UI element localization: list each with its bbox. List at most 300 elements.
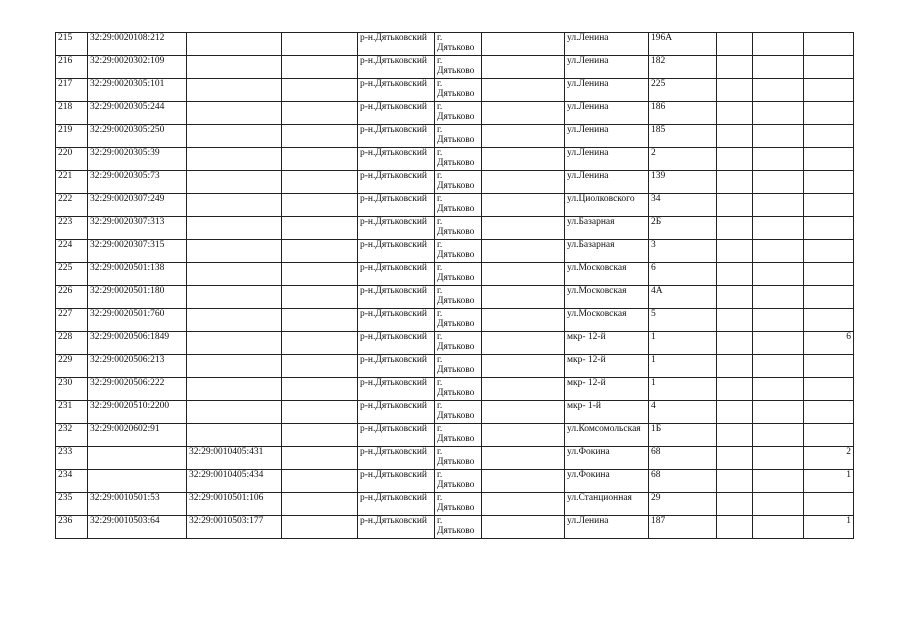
street-cell: ул.Ленина (565, 148, 649, 171)
city-cell (435, 148, 482, 171)
empty-cell (753, 424, 804, 447)
district-cell: р-н.Дятьковский (358, 194, 435, 217)
city-name: г. Дятьково (437, 355, 475, 375)
street-cell: мкр- 12-й (565, 355, 649, 378)
city-name: г. Дятьково (437, 171, 475, 191)
table-row (56, 401, 854, 424)
house-number-cell: 2 (649, 148, 717, 171)
city-cell (435, 171, 482, 194)
row-number-cell: 231 (56, 401, 88, 424)
linked-cadastral-number-cell (187, 171, 282, 194)
cadastral-number-cell: 32:29:0020305:73 (88, 171, 187, 194)
street-cell: ул.Базарная (565, 240, 649, 263)
empty-cell (753, 217, 804, 240)
table-row (56, 516, 854, 539)
house-number-cell: 5 (649, 309, 717, 332)
count-cell (804, 355, 854, 378)
street-cell: ул.Московская (565, 309, 649, 332)
house-number-cell: 4 (649, 401, 717, 424)
row-number-cell: 234 (56, 470, 88, 493)
empty-cell (753, 286, 804, 309)
city-cell (435, 79, 482, 102)
empty-cell (482, 240, 565, 263)
street-cell: ул.Ленина (565, 102, 649, 125)
linked-cadastral-number-cell (187, 355, 282, 378)
count-cell: 1 (804, 470, 854, 493)
address-registry-table (55, 32, 854, 539)
row-number-cell: 219 (56, 125, 88, 148)
district-cell: р-н.Дятьковский (358, 332, 435, 355)
count-cell (804, 79, 854, 102)
city-name: г. Дятьково (437, 286, 475, 306)
street-cell: ул.Ленина (565, 171, 649, 194)
district-cell: р-н.Дятьковский (358, 125, 435, 148)
house-number-cell: 1Б (649, 424, 717, 447)
empty-cell (753, 401, 804, 424)
empty-cell (753, 56, 804, 79)
district-cell: р-н.Дятьковский (358, 470, 435, 493)
district-cell: р-н.Дятьковский (358, 148, 435, 171)
empty-cell (753, 493, 804, 516)
house-number-cell: 185 (649, 125, 717, 148)
empty-cell (282, 240, 358, 263)
table-body (56, 33, 854, 539)
empty-cell (482, 401, 565, 424)
empty-cell (282, 194, 358, 217)
table-row (56, 79, 854, 102)
empty-cell (753, 79, 804, 102)
empty-cell (482, 171, 565, 194)
linked-cadastral-number-cell (187, 286, 282, 309)
row-number-cell: 236 (56, 516, 88, 539)
city-cell (435, 125, 482, 148)
house-number-cell: 1 (649, 332, 717, 355)
city-cell (435, 102, 482, 125)
street-cell: ул.Фокина (565, 470, 649, 493)
count-cell (804, 33, 854, 56)
count-cell (804, 102, 854, 125)
empty-cell (282, 148, 358, 171)
district-cell: р-н.Дятьковский (358, 171, 435, 194)
cadastral-number-cell: 32:29:0020501:760 (88, 309, 187, 332)
city-cell (435, 516, 482, 539)
linked-cadastral-number-cell (187, 309, 282, 332)
house-number-cell: 187 (649, 516, 717, 539)
house-number-cell: 2Б (649, 217, 717, 240)
empty-cell (717, 424, 753, 447)
linked-cadastral-number-cell (187, 240, 282, 263)
empty-cell (717, 148, 753, 171)
empty-cell (482, 102, 565, 125)
city-name: г. Дятьково (437, 378, 475, 398)
table-row (56, 217, 854, 240)
empty-cell (753, 378, 804, 401)
table-row (56, 447, 854, 470)
empty-cell (482, 332, 565, 355)
cadastral-number-cell: 32:29:0020501:138 (88, 263, 187, 286)
cadastral-number-cell: 32:29:0020302:109 (88, 56, 187, 79)
cadastral-number-cell: 32:29:0020305:250 (88, 125, 187, 148)
street-cell: ул.Ленина (565, 79, 649, 102)
empty-cell (717, 309, 753, 332)
empty-cell (282, 309, 358, 332)
cadastral-number-cell: 32:29:0020506:222 (88, 378, 187, 401)
row-number-cell: 217 (56, 79, 88, 102)
empty-cell (482, 79, 565, 102)
empty-cell (717, 470, 753, 493)
city-name: г. Дятьково (437, 447, 475, 467)
empty-cell (717, 33, 753, 56)
empty-cell (282, 217, 358, 240)
city-name: г. Дятьково (437, 309, 475, 329)
empty-cell (753, 240, 804, 263)
table-row (56, 424, 854, 447)
linked-cadastral-number-cell: 32:29:0010405:434 (187, 470, 282, 493)
empty-cell (717, 447, 753, 470)
linked-cadastral-number-cell (187, 263, 282, 286)
linked-cadastral-number-cell (187, 125, 282, 148)
empty-cell (282, 102, 358, 125)
empty-cell (482, 286, 565, 309)
row-number-cell: 226 (56, 286, 88, 309)
street-cell: ул.Базарная (565, 217, 649, 240)
empty-cell (282, 332, 358, 355)
row-number-cell: 225 (56, 263, 88, 286)
cadastral-number-cell: 32:29:0020510:2200 (88, 401, 187, 424)
cadastral-number-cell: 32:29:0020501:180 (88, 286, 187, 309)
city-name: г. Дятьково (437, 217, 475, 237)
city-name: г. Дятьково (437, 194, 475, 214)
empty-cell (282, 470, 358, 493)
city-name: г. Дятьково (437, 263, 475, 283)
empty-cell (482, 355, 565, 378)
count-cell (804, 401, 854, 424)
cadastral-number-cell: 32:29:0020506:213 (88, 355, 187, 378)
district-cell: р-н.Дятьковский (358, 447, 435, 470)
count-cell: 1 (804, 516, 854, 539)
city-name: г. Дятьково (437, 240, 475, 260)
linked-cadastral-number-cell (187, 424, 282, 447)
district-cell: р-н.Дятьковский (358, 217, 435, 240)
empty-cell (753, 171, 804, 194)
empty-cell (717, 401, 753, 424)
cadastral-number-cell: 32:29:0020305:39 (88, 148, 187, 171)
empty-cell (282, 125, 358, 148)
empty-cell (717, 102, 753, 125)
city-name: г. Дятьково (437, 79, 475, 99)
count-cell (804, 424, 854, 447)
table-row (56, 240, 854, 263)
row-number-cell: 232 (56, 424, 88, 447)
count-cell (804, 194, 854, 217)
city-cell (435, 217, 482, 240)
empty-cell (717, 263, 753, 286)
empty-cell (282, 263, 358, 286)
street-cell: ул.Ленина (565, 33, 649, 56)
count-cell (804, 286, 854, 309)
city-cell (435, 493, 482, 516)
city-name: г. Дятьково (437, 332, 475, 352)
count-cell: 6 (804, 332, 854, 355)
row-number-cell: 230 (56, 378, 88, 401)
house-number-cell: 29 (649, 493, 717, 516)
table-row (56, 355, 854, 378)
empty-cell (717, 217, 753, 240)
city-cell (435, 401, 482, 424)
empty-cell (282, 378, 358, 401)
empty-cell (482, 470, 565, 493)
linked-cadastral-number-cell: 32:29:0010503:177 (187, 516, 282, 539)
street-cell: мкр- 1-й (565, 401, 649, 424)
table-row (56, 102, 854, 125)
house-number-cell: 3 (649, 240, 717, 263)
empty-cell (482, 125, 565, 148)
table-row (56, 332, 854, 355)
house-number-cell: 68 (649, 447, 717, 470)
linked-cadastral-number-cell (187, 194, 282, 217)
city-cell (435, 424, 482, 447)
city-cell (435, 447, 482, 470)
row-number-cell: 223 (56, 217, 88, 240)
cadastral-number-cell: 32:29:0010503:64 (88, 516, 187, 539)
empty-cell (753, 470, 804, 493)
city-name: г. Дятьково (437, 33, 475, 53)
street-cell: мкр- 12-й (565, 378, 649, 401)
empty-cell (282, 79, 358, 102)
empty-cell (482, 263, 565, 286)
empty-cell (282, 424, 358, 447)
district-cell: р-н.Дятьковский (358, 378, 435, 401)
house-number-cell: 68 (649, 470, 717, 493)
row-number-cell: 229 (56, 355, 88, 378)
linked-cadastral-number-cell (187, 102, 282, 125)
empty-cell (482, 56, 565, 79)
city-cell (435, 33, 482, 56)
street-cell: ул.Ленина (565, 516, 649, 539)
cadastral-number-cell: 32:29:0020506:1849 (88, 332, 187, 355)
district-cell: р-н.Дятьковский (358, 56, 435, 79)
row-number-cell: 221 (56, 171, 88, 194)
city-cell (435, 309, 482, 332)
count-cell: 2 (804, 447, 854, 470)
cadastral-number-cell: 32:29:0020108:212 (88, 33, 187, 56)
empty-cell (482, 309, 565, 332)
linked-cadastral-number-cell (187, 217, 282, 240)
linked-cadastral-number-cell (187, 378, 282, 401)
empty-cell (753, 33, 804, 56)
row-number-cell: 216 (56, 56, 88, 79)
cadastral-number-cell (88, 447, 187, 470)
house-number-cell: 139 (649, 171, 717, 194)
district-cell: р-н.Дятьковский (358, 355, 435, 378)
count-cell (804, 217, 854, 240)
empty-cell (482, 217, 565, 240)
empty-cell (282, 401, 358, 424)
empty-cell (717, 240, 753, 263)
empty-cell (753, 355, 804, 378)
count-cell (804, 56, 854, 79)
district-cell: р-н.Дятьковский (358, 79, 435, 102)
empty-cell (753, 516, 804, 539)
empty-cell (717, 194, 753, 217)
table-row (56, 286, 854, 309)
empty-cell (753, 102, 804, 125)
street-cell: ул.Комсомольская (565, 424, 649, 447)
count-cell (804, 309, 854, 332)
table-row (56, 148, 854, 171)
empty-cell (753, 148, 804, 171)
house-number-cell: 182 (649, 56, 717, 79)
city-cell (435, 240, 482, 263)
empty-cell (482, 424, 565, 447)
city-cell (435, 355, 482, 378)
city-cell (435, 470, 482, 493)
row-number-cell: 220 (56, 148, 88, 171)
empty-cell (482, 447, 565, 470)
empty-cell (753, 194, 804, 217)
empty-cell (717, 286, 753, 309)
row-number-cell: 233 (56, 447, 88, 470)
city-cell (435, 194, 482, 217)
city-name: г. Дятьково (437, 516, 475, 536)
table-row (56, 171, 854, 194)
empty-cell (482, 378, 565, 401)
empty-cell (717, 355, 753, 378)
house-number-cell: 186 (649, 102, 717, 125)
linked-cadastral-number-cell (187, 56, 282, 79)
count-cell (804, 148, 854, 171)
count-cell (804, 263, 854, 286)
city-cell (435, 332, 482, 355)
empty-cell (717, 493, 753, 516)
house-number-cell: 225 (649, 79, 717, 102)
empty-cell (282, 171, 358, 194)
street-cell: ул.Циолковского (565, 194, 649, 217)
count-cell (804, 240, 854, 263)
table-row (56, 33, 854, 56)
row-number-cell: 235 (56, 493, 88, 516)
count-cell (804, 378, 854, 401)
linked-cadastral-number-cell: 32:29:0010501:106 (187, 493, 282, 516)
house-number-cell: 4А (649, 286, 717, 309)
empty-cell (482, 33, 565, 56)
row-number-cell: 227 (56, 309, 88, 332)
empty-cell (482, 148, 565, 171)
district-cell: р-н.Дятьковский (358, 102, 435, 125)
table-row (56, 125, 854, 148)
row-number-cell: 215 (56, 33, 88, 56)
count-cell (804, 125, 854, 148)
empty-cell (482, 516, 565, 539)
city-cell (435, 378, 482, 401)
street-cell: ул.Ленина (565, 56, 649, 79)
house-number-cell: 34 (649, 194, 717, 217)
empty-cell (717, 516, 753, 539)
empty-cell (282, 286, 358, 309)
district-cell: р-н.Дятьковский (358, 516, 435, 539)
city-name: г. Дятьково (437, 125, 475, 145)
empty-cell (717, 125, 753, 148)
empty-cell (282, 516, 358, 539)
city-name: г. Дятьково (437, 424, 475, 444)
table-row (56, 309, 854, 332)
linked-cadastral-number-cell: 32:29:0010405:431 (187, 447, 282, 470)
cadastral-number-cell: 32:29:0020307:313 (88, 217, 187, 240)
empty-cell (282, 493, 358, 516)
city-cell (435, 263, 482, 286)
empty-cell (282, 355, 358, 378)
district-cell: р-н.Дятьковский (358, 263, 435, 286)
row-number-cell: 218 (56, 102, 88, 125)
city-cell (435, 286, 482, 309)
table-row (56, 378, 854, 401)
street-cell: ул.Фокина (565, 447, 649, 470)
house-number-cell: 196А (649, 33, 717, 56)
table-row (56, 194, 854, 217)
table-row (56, 56, 854, 79)
count-cell (804, 493, 854, 516)
street-cell: мкр- 12-й (565, 332, 649, 355)
table-row (56, 470, 854, 493)
empty-cell (753, 447, 804, 470)
linked-cadastral-number-cell (187, 401, 282, 424)
linked-cadastral-number-cell (187, 332, 282, 355)
district-cell: р-н.Дятьковский (358, 493, 435, 516)
empty-cell (482, 493, 565, 516)
empty-cell (717, 79, 753, 102)
empty-cell (282, 447, 358, 470)
row-number-cell: 222 (56, 194, 88, 217)
empty-cell (753, 125, 804, 148)
cadastral-number-cell: 32:29:0020305:101 (88, 79, 187, 102)
table-row (56, 263, 854, 286)
row-number-cell: 224 (56, 240, 88, 263)
table-row (56, 493, 854, 516)
linked-cadastral-number-cell (187, 33, 282, 56)
linked-cadastral-number-cell (187, 148, 282, 171)
empty-cell (717, 332, 753, 355)
district-cell: р-н.Дятьковский (358, 424, 435, 447)
street-cell: ул.Станционная (565, 493, 649, 516)
city-name: г. Дятьково (437, 493, 475, 513)
city-name: г. Дятьково (437, 148, 475, 168)
empty-cell (717, 56, 753, 79)
district-cell: р-н.Дятьковский (358, 309, 435, 332)
city-name: г. Дятьково (437, 470, 475, 490)
district-cell: р-н.Дятьковский (358, 33, 435, 56)
cadastral-number-cell: 32:29:0020307:249 (88, 194, 187, 217)
empty-cell (753, 263, 804, 286)
row-number-cell: 228 (56, 332, 88, 355)
cadastral-number-cell: 32:29:0020307:315 (88, 240, 187, 263)
empty-cell (282, 33, 358, 56)
street-cell: ул.Московская (565, 263, 649, 286)
empty-cell (753, 332, 804, 355)
house-number-cell: 6 (649, 263, 717, 286)
house-number-cell: 1 (649, 355, 717, 378)
empty-cell (717, 171, 753, 194)
street-cell: ул.Ленина (565, 125, 649, 148)
cadastral-number-cell: 32:29:0020305:244 (88, 102, 187, 125)
city-name: г. Дятьково (437, 102, 475, 122)
cadastral-number-cell: 32:29:0010501:53 (88, 493, 187, 516)
empty-cell (753, 309, 804, 332)
district-cell: р-н.Дятьковский (358, 286, 435, 309)
empty-cell (282, 56, 358, 79)
city-cell (435, 56, 482, 79)
district-cell: р-н.Дятьковский (358, 401, 435, 424)
street-cell: ул.Московская (565, 286, 649, 309)
